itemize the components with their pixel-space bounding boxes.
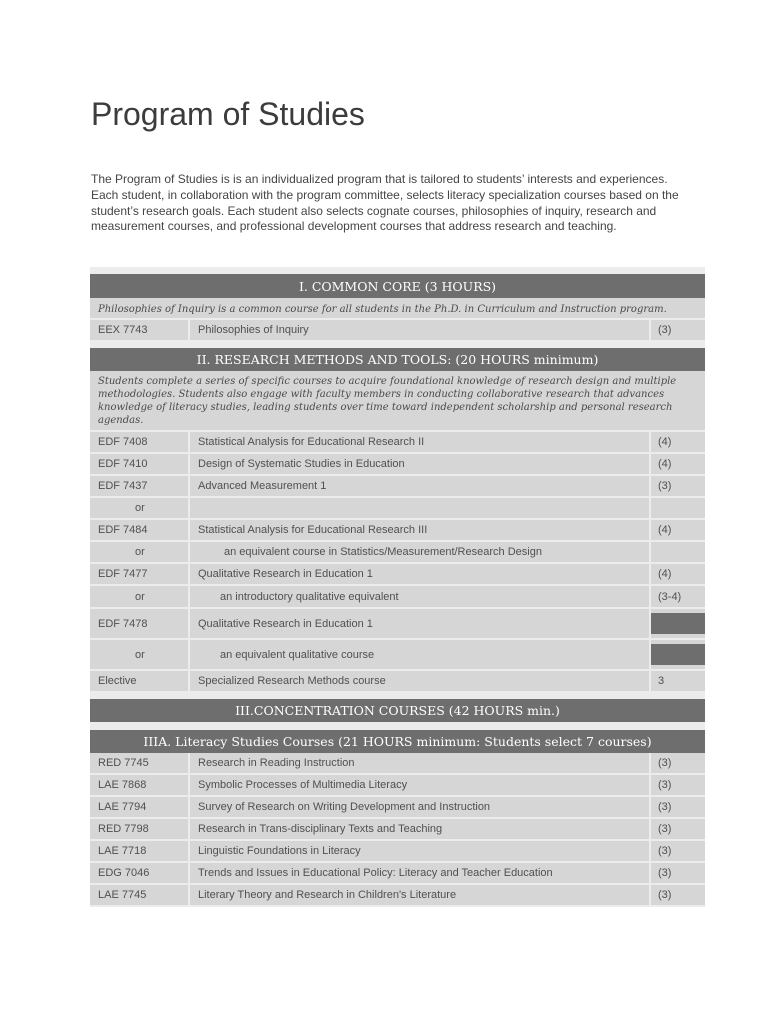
course-credits: (3) bbox=[658, 324, 672, 336]
course-title: Trends and Issues in Educational Policy: Literacy and Teacher Education bbox=[190, 863, 651, 883]
intro-paragraph: The Program of Studies is is an individualized program that is tailored to students’ interests and experiences. Each student, in collaboration with the program committee, selects literacy specialization courses based on the student’s research goals. Each student also selects cognate courses, philosophies of inquiry, research and measurement courses, and professional development courses that address research and teaching. bbox=[91, 172, 679, 234]
table-row bbox=[90, 320, 705, 342]
course-title: an equivalent course in Statistics/Measurement/Research Design bbox=[190, 542, 651, 562]
course-title: Symbolic Processes of Multimedia Literacy bbox=[190, 775, 651, 795]
table-row bbox=[90, 753, 705, 775]
course-title: Qualitative Research in Education 1 bbox=[190, 564, 651, 584]
course-credits: (3) bbox=[658, 779, 672, 791]
course-title: Statistical Analysis for Educational Research III bbox=[190, 520, 651, 540]
table-row bbox=[90, 586, 705, 609]
table-row bbox=[90, 520, 705, 542]
course-title: Research in Reading Instruction bbox=[190, 753, 651, 773]
course-code: RED 7798 bbox=[90, 819, 190, 839]
course-title: Literary Theory and Research in Children's Literature bbox=[190, 885, 651, 905]
course-code: RED 7745 bbox=[90, 753, 190, 773]
section-gap bbox=[90, 722, 705, 730]
course-title: an introductory qualitative equivalent bbox=[190, 586, 651, 607]
course-code: or bbox=[90, 498, 190, 518]
table-top-strip bbox=[90, 267, 705, 274]
course-credits: (4) bbox=[658, 458, 672, 470]
table-row bbox=[90, 640, 705, 671]
course-code: EEX 7743 bbox=[90, 320, 190, 340]
course-credits: (3) bbox=[658, 757, 672, 769]
table-row bbox=[90, 671, 705, 693]
course-title: Philosophies of Inquiry bbox=[190, 320, 651, 340]
table-row bbox=[90, 432, 705, 454]
table-row bbox=[90, 775, 705, 797]
course-credits: (4) bbox=[658, 568, 672, 580]
course-code: EDF 7437 bbox=[90, 476, 190, 496]
course-title: Statistical Analysis for Educational Research II bbox=[190, 432, 651, 452]
course-title: Linguistic Foundations in Literacy bbox=[190, 841, 651, 861]
table-row bbox=[90, 564, 705, 586]
course-title: Survey of Research on Writing Development and Instruction bbox=[190, 797, 651, 817]
course-credits: (3) bbox=[658, 867, 672, 879]
table-row bbox=[90, 797, 705, 819]
course-title: Research in Trans-disciplinary Texts and Teaching bbox=[190, 819, 651, 839]
table-row bbox=[90, 454, 705, 476]
table-row bbox=[90, 885, 705, 907]
course-credits: (4) bbox=[658, 436, 672, 448]
course-title bbox=[190, 498, 651, 518]
course-credits: (3) bbox=[658, 801, 672, 813]
course-code: or bbox=[90, 586, 190, 607]
course-code: EDF 7408 bbox=[90, 432, 190, 452]
table-row bbox=[90, 498, 705, 520]
table-row bbox=[90, 841, 705, 863]
course-credits bbox=[651, 542, 705, 562]
course-code: EDF 7484 bbox=[90, 520, 190, 540]
course-credits bbox=[651, 644, 705, 665]
course-credits: (3) bbox=[658, 889, 672, 901]
table-row bbox=[90, 609, 705, 640]
course-credits: (3-4) bbox=[658, 590, 682, 603]
course-code: EDF 7478 bbox=[90, 609, 190, 638]
course-code: EDF 7477 bbox=[90, 564, 190, 584]
course-code: LAE 7745 bbox=[90, 885, 190, 905]
section-note-research-methods: Students complete a series of specific courses to acquire foundational knowledge of research design and multiple methodologies. Students also engage with faculty members in conducting collaborative research that advances knowledge of literacy studies, leading students over time toward independent scholarship and personal research agendas. bbox=[90, 371, 705, 432]
table-row bbox=[90, 863, 705, 885]
course-credits: 3 bbox=[658, 675, 665, 687]
course-code: or bbox=[90, 640, 190, 669]
section-header-concentration: III.CONCENTRATION COURSES (42 HOURS min.) bbox=[90, 699, 705, 722]
course-code: Elective bbox=[90, 671, 190, 691]
course-credits: (4) bbox=[658, 524, 672, 536]
course-code: LAE 7868 bbox=[90, 775, 190, 795]
course-credits: (3) bbox=[658, 480, 672, 492]
section-header-research-methods: II. RESEARCH METHODS AND TOOLS: (20 HOURS minimum) bbox=[90, 348, 705, 371]
course-credits bbox=[651, 613, 705, 634]
course-title: Specialized Research Methods course bbox=[190, 671, 651, 691]
table-row bbox=[90, 476, 705, 498]
table-row bbox=[90, 542, 705, 564]
page-title: Program of Studies bbox=[91, 96, 365, 132]
course-credits bbox=[651, 498, 705, 518]
course-code: EDF 7410 bbox=[90, 454, 190, 474]
course-code: or bbox=[90, 542, 190, 562]
course-title: an equivalent qualitative course bbox=[190, 640, 651, 669]
course-title: Qualitative Research in Education 1 bbox=[190, 609, 651, 638]
section-note-common-core: Philosophies of Inquiry is a common course for all students in the Ph.D. in Curriculum and Instruction program. bbox=[90, 298, 705, 320]
program-of-studies-table bbox=[90, 267, 705, 907]
course-title: Design of Systematic Studies in Education bbox=[190, 454, 651, 474]
course-code: LAE 7718 bbox=[90, 841, 190, 861]
course-title: Advanced Measurement 1 bbox=[190, 476, 651, 496]
table-row bbox=[90, 819, 705, 841]
section-header-literacy-studies: IIIA. Literacy Studies Courses (21 HOURS minimum: Students select 7 courses) bbox=[90, 730, 705, 753]
section-header-common-core: I. COMMON CORE (3 HOURS) bbox=[90, 274, 705, 298]
course-code: EDG 7046 bbox=[90, 863, 190, 883]
course-code: LAE 7794 bbox=[90, 797, 190, 817]
course-credits: (3) bbox=[658, 845, 672, 857]
course-credits: (3) bbox=[658, 823, 672, 835]
